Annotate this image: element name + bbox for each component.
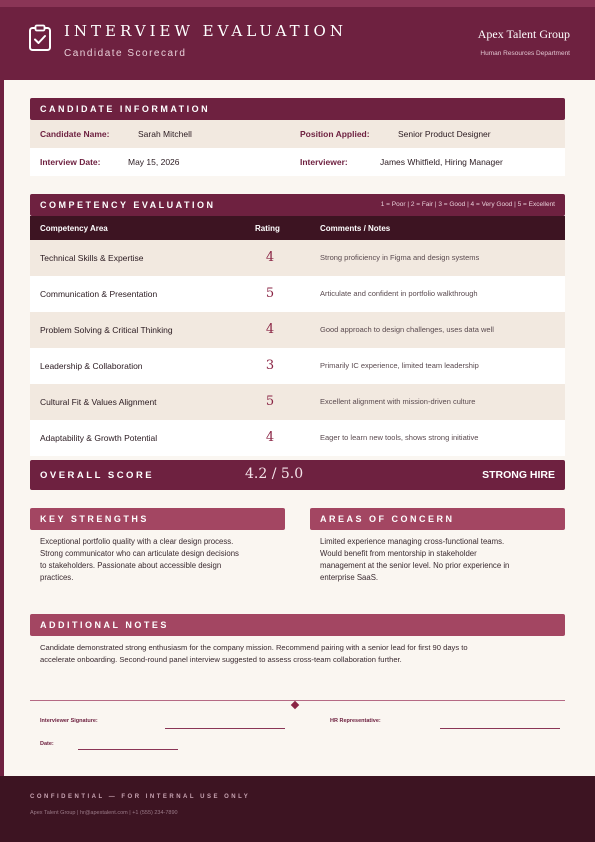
section-title: ADDITIONAL NOTES [40,620,169,630]
interviewer-signature-line[interactable] [165,728,285,729]
table-row [30,312,565,348]
additional-notes-header [30,614,565,636]
table-row [30,384,565,420]
text-line: enterprise SaaS. [320,573,379,582]
candidate-info-header [30,98,565,120]
section-title: COMPETENCY EVALUATION [40,200,216,210]
table-row [30,240,565,276]
competency-area: Adaptability & Growth Potential [40,433,158,443]
position-label: Position Applied: [300,129,370,139]
company-name: Apex Talent Group [477,27,570,41]
areas-of-concern-header [310,508,565,530]
section-title: CANDIDATE INFORMATION [40,104,211,114]
clipboard-check-icon [28,24,52,52]
text-line: Would benefit from mentorship in stakeholder [320,549,477,558]
key-strengths-header [30,508,285,530]
competency-comment: Excellent alignment with mission-driven culture [320,397,476,406]
column-header-rating: Rating [255,224,280,233]
interviewer-value: James Whitfield, Hiring Manager [380,157,503,167]
competency-header [30,194,565,216]
column-header-area: Competency Area [40,224,108,233]
section-title: AREAS OF CONCERN [320,514,455,524]
text-line: management at the senior level. No prior experience in [320,561,510,570]
interview-date-value: May 15, 2026 [128,157,180,167]
competency-rating: 4 [265,430,275,445]
rating-key: 1 = Poor | 2 = Fair | 3 = Good | 4 = Very Good | 5 = Excellent [380,201,555,208]
left-accent-strip [0,0,4,842]
section-title: KEY STRENGTHS [40,514,149,524]
competency-area: Communication & Presentation [40,289,158,299]
department-name: Human Resources Department [480,50,570,57]
competency-rating: 4 [265,322,275,337]
key-strengths-text [40,536,280,584]
column-header-comments: Comments / Notes [320,224,391,233]
hr-signature-line[interactable] [440,728,560,729]
areas-of-concern-text [320,536,560,584]
date-line[interactable] [78,749,178,750]
overall-score-value: 4.2 / 5.0 [245,466,304,482]
text-line: Limited experience managing cross-functional teams. [320,537,505,546]
interview-date-label: Interview Date: [40,157,101,167]
candidate-name-label: Candidate Name: [40,129,110,139]
footer-contact: Apex Talent Group | hr@apextalent.com | +1 (555) 234-7890 [30,810,178,816]
text-line: Exceptional portfolio quality with a clear design process. [40,537,234,546]
competency-comment: Primarily IC experience, limited team leadership [320,361,479,370]
confidential-notice: CONFIDENTIAL — FOR INTERNAL USE ONLY [30,794,251,800]
text-line: accelerate onboarding. Second-round panel interview suggested to assess cross-team collaboration further. [40,655,402,664]
competency-area: Technical Skills & Expertise [40,253,144,263]
diamond-ornament-icon [291,701,299,709]
text-line: to stakeholders. Passionate about accessible design [40,561,222,570]
document-title: INTERVIEW EVALUATION [64,22,347,40]
date-label: Date: [40,741,54,747]
candidate-name-value: Sarah Mitchell [138,129,192,139]
competency-comment: Articulate and confident in portfolio walkthrough [320,289,478,298]
competency-area: Problem Solving & Critical Thinking [40,325,173,335]
competency-area: Leadership & Collaboration [40,361,143,371]
text-line: practices. [40,573,74,582]
competency-comment: Strong proficiency in Figma and design systems [320,253,480,262]
document-footer [0,776,595,842]
document-subtitle: Candidate Scorecard [64,48,187,59]
competency-comment: Eager to learn new tools, shows strong initiative [320,433,479,442]
competency-rating: 5 [265,394,275,409]
interviewer-label: Interviewer: [300,157,348,167]
competency-rating: 3 [265,358,275,373]
hr-representative-label: HR Representative: [330,718,381,724]
competency-rating: 5 [265,286,275,301]
candidate-info-row [30,120,565,148]
table-row [30,348,565,384]
interviewer-signature-label: Interviewer Signature: [40,718,98,724]
competency-comment: Good approach to design challenges, uses data well [320,325,494,334]
overall-score-bar [30,460,565,490]
hiring-verdict: STRONG HIRE [482,469,555,481]
additional-notes-text [40,642,560,666]
header-accent-line [0,0,595,7]
document-header [0,0,595,80]
table-row [30,276,565,312]
competency-rating: 4 [265,250,275,265]
table-row [30,420,565,456]
text-line: Strong communicator who can articulate design decisions [40,549,239,558]
candidate-info-row [30,148,565,176]
competency-table-header [30,216,565,240]
overall-score-label: OVERALL SCORE [40,470,155,481]
text-line: Candidate demonstrated strong enthusiasm for the company mission. Recommend pairing with a senior lead for first 90 days to [40,643,468,652]
competency-area: Cultural Fit & Values Alignment [40,397,157,407]
position-value: Senior Product Designer [398,129,491,139]
signature-divider [30,700,565,701]
